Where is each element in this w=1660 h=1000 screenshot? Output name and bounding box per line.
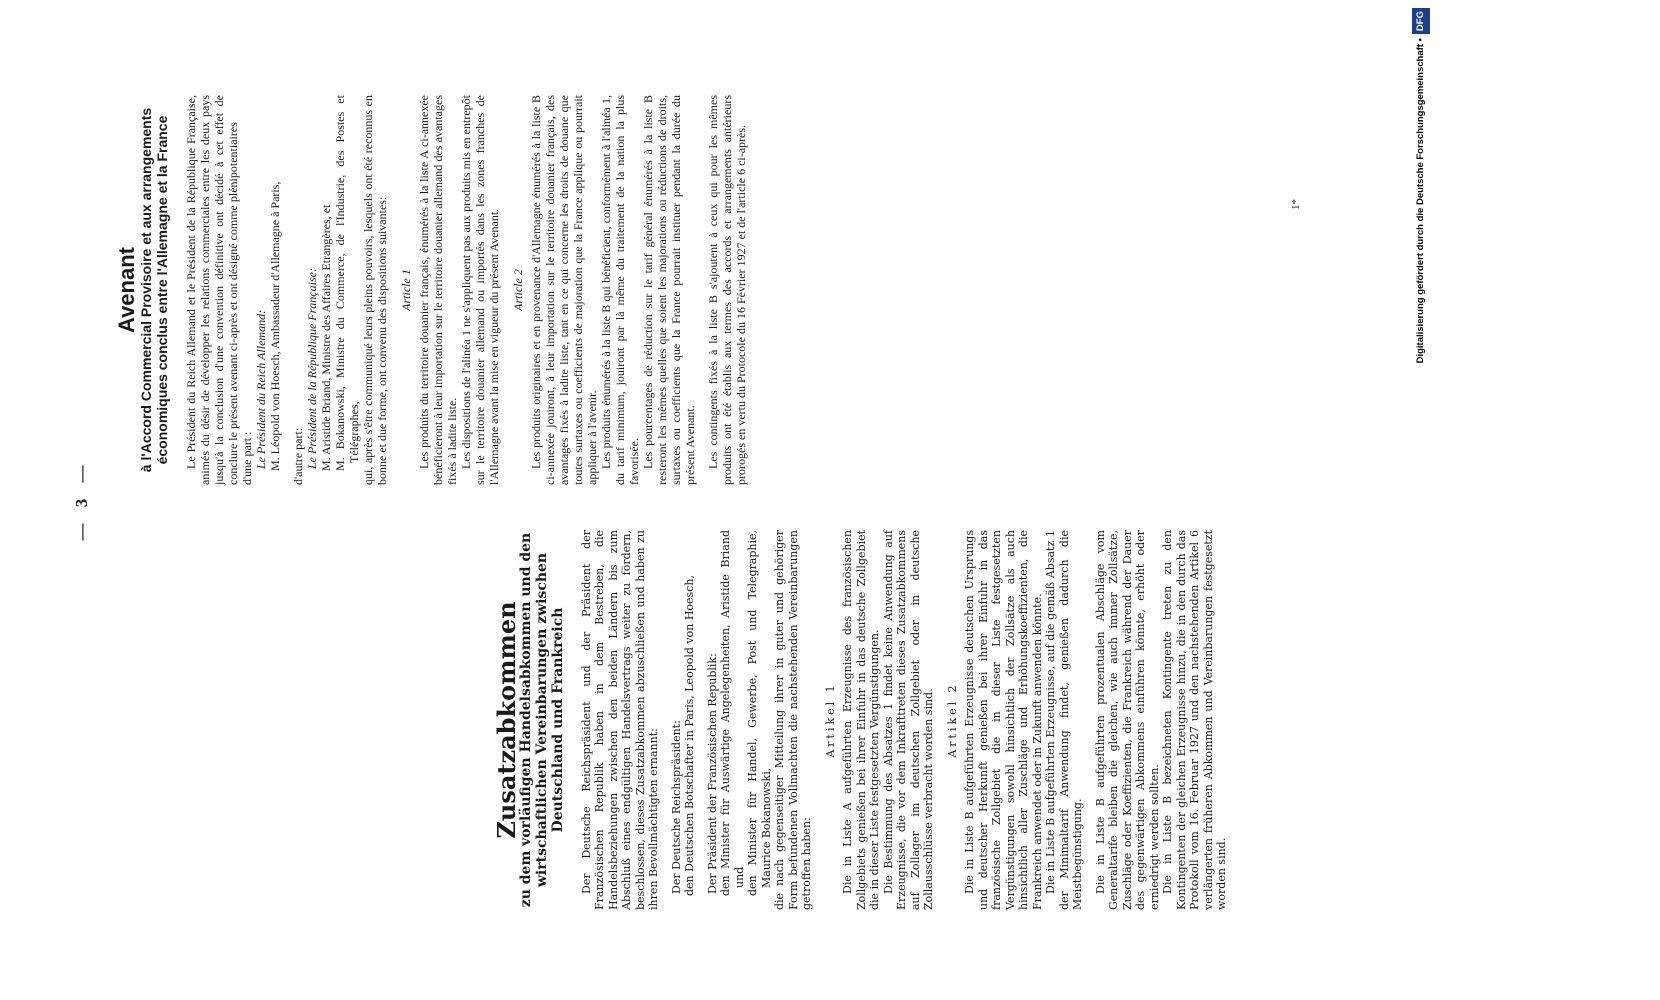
- german-article-2-para-1: Die in Liste B aufgeführten Erzeugnisse deutschen Ursprungs und deutscher Herkunft genießen bei ihrer Einfuhr in das französische Zollgebiet die in dieser Liste festgesetzten Vergünstigungen sowohl hinsichtlich der Zollsätze als auch hinsichtlich aller Zuschläge und Erhöhungskoeffizienten, die Frankreich anwendet oder in Zukunft anwenden könnte.: [963, 530, 1044, 910]
- french-article-2-para-3: Les pourcentages de réduction sur le tarif général énumérés à la liste B resteront les mêmes quelles que soient les majorations ou réductions de droits, surtaxes ou coefficients que la France pourrait instituer pendant la durée du présent Avenant.: [641, 95, 697, 485]
- french-subtitle: à l'Accord Commercial Provisoire et aux arrangements économiques conclus entre l'Allemagne et la France: [138, 107, 170, 473]
- french-article-2-para-4: Les contingents fixés à la liste B s'ajoutent à ceux qui pour les mêmes produits ont été établis aux termes des accords et arrangements antérieurs prorogés en vertu du Protocole du 16 Février 1927 et de l'article 6 ci-après.: [706, 95, 748, 485]
- german-after-text: die nach gegenseitiger Mitteilung ihrer in guter und gehöriger Form befundenen Vollmachten die nachstehenden Vereinbarungen getroffen haben:: [773, 530, 813, 910]
- french-article-2-para-1: Les produits originaires et en provenance d'Allemagne énumérés à la liste B ci-annexée jouiront, à leur importation sur le territoire douanier français, des avantages fixés à ladite liste, tant en ce qui concerne les droits de douane que toutes surtaxes ou coefficients de majoration que la France applique ou pourrait appliquer à l'avenir.: [529, 95, 599, 485]
- german-article-2-para-4: Die in Liste B bezeichneten Kontingente treten zu den Kontingenten der gleichen Erzeugnisse hinzu, die in den durch das Protokoll vom 16. Februar 1927 und den nachstehenden Artikel 6 verlängerten früheren Abkommen und Vereinbarungen festgesetzt worden sind.: [1161, 530, 1228, 910]
- french-preamble: Le Président du Reich Allemand et le Président de la République Française, animés du désir de développer les relations commerciales entre les deux pays jusqu'à la conclusion d'une convention définitive ont décidé à cet effet de conclure le présent avenant ci-après et ont désigné comme plénipotentiaires: [184, 95, 240, 485]
- french-dune-part: d'une part :: [240, 431, 254, 485]
- german-article-1-para-1: Die in Liste A aufgeführten Erzeugnisse des französischen Zollgebiets genießen bei ihrer Einfuhr in das deutsche Zollgebiet die in dieser Liste festgesetzten Vergünstigungen.: [841, 530, 881, 910]
- french-article-2-title: Article 2: [511, 269, 525, 311]
- footnote-mark: 1*: [1290, 199, 1302, 210]
- french-president-republique-label: Le Président de la République Française:: [305, 268, 319, 469]
- french-article-1-para-1: Les produits du territoire douanier français, énumérés à la liste A ci-annexée bénéficieront à leur importation sur le territoire douanier allemand des avantages fixés à ladite liste.: [417, 95, 459, 485]
- french-president-republique-person-2: M. Bokanowski, Ministre du Commerce, de l'Industrie, des Postes et Télégraphes,: [333, 95, 361, 471]
- german-preamble: Der Deutsche Reichspräsident und der Präsident der Französischen Republik haben in dem Bestreben, die Handelsbeziehungen zwischen den beiden Ländern bis zum Abschluß eines endgültigen Handelsvertrags weiter zu fördern, beschlossen, dieses Zusatzabkommen abzuschließen und haben zu ihren Bevollmächtigten ernannt:: [579, 530, 660, 910]
- german-article-1-title: Artikel 1: [823, 682, 837, 758]
- french-president-republique-person-1: M. Aristide Briand, Ministre des Affaires Etrangères, et: [319, 204, 333, 471]
- german-article-2-para-2: Die in Liste B aufgeführten Erzeugnisse, auf die gemäß Absatz 1 der Minimaltarif Anwendung findet, genießen dadurch die Meistbegünstigung.: [1044, 530, 1084, 910]
- german-reichspraesident-person: den Deutschen Botschafter in Paris, Leopold von Hoesch,: [683, 575, 696, 896]
- french-president-reich-person: M. Léopold von Hoesch, Ambassadeur d'Allemagne à Paris,: [268, 181, 282, 471]
- german-article-2-title: Artikel 2: [945, 682, 959, 758]
- french-dautre-part: d'autre part:: [291, 427, 305, 485]
- german-praesident-person-1: den Minister für Auswärtige Angelegenheiten, Aristide Briand und: [719, 530, 746, 896]
- digitization-credit: [1412, 8, 1430, 992]
- french-article-2-para-2: Les produits énumérés à la liste B qui bénéficient, conformément à l'alinéa 1, du tarif minimum, jouiront par là même du traitement de la nation la plus favorisée.: [599, 95, 641, 485]
- french-article-1-title: Article 1: [399, 269, 413, 311]
- german-praesident-label: Der Präsident der Französischen Republik:: [705, 653, 719, 894]
- german-article-1-para-2: Die Bestimmung des Absatzes 1 findet keine Anwendung auf Erzeugnisse, die vor dem Inkrafttreten dieses Zusatzabkommens auf Zollager im deutschen Zollgebiet oder in deutsche Zollausschlüsse verbracht worden sind.: [881, 530, 935, 910]
- french-president-reich-label: Le Président du Reich Allemand:: [254, 309, 268, 469]
- french-article-1-para-2: Les dispositions de l'alinéa 1 ne s'appliquent pas aux produits mis en entrepôt sur le territoire douanier allemand ou importés dans les zones franches de l'Allemagne avant la mise en vigueur du présent Avenant.: [459, 95, 501, 485]
- french-column: [114, 85, 1280, 485]
- french-after-text: qui, après s'être communiqué leurs pleins pouvoirs, lesquels ont été reconnus en bonne et due forme, ont convenu des dispositions suivantes:: [361, 95, 389, 485]
- german-article-2-para-3: Die in Liste B aufgeführten prozentualen Abschläge vom Generaltarife bleiben die gleichen, wie auch immer Zollsätze, Zuschläge oder Koeffizienten, die Frankreich während der Dauer des gegenwärtigen Abkommens einführen könnte, erhöht oder erniedrigt werden sollten.: [1093, 530, 1161, 910]
- dfg-logo: DFG: [1412, 8, 1430, 34]
- credit-text: Digitalisierung gefördert durch die Deutsche Forschungsgemeinschaft •: [1415, 38, 1426, 364]
- french-title: Avenant: [114, 247, 139, 333]
- german-praesident-person-2: den Minister für Handel, Gewerbe, Post und Telegraphie, Maurice Bokanowski,: [746, 530, 773, 896]
- german-title: Zusatzabkommen: [492, 601, 521, 839]
- german-column: [492, 510, 1660, 910]
- page-number: — 3 —: [72, 459, 91, 541]
- german-subtitle: zu dem vorläufigen Handelsabkommen und den wirtschaftlichen Vereinbarungen zwischen Deutschland und Frankreich: [517, 532, 566, 908]
- german-reichspraesident-label: Der Deutsche Reichspräsident:: [669, 720, 683, 894]
